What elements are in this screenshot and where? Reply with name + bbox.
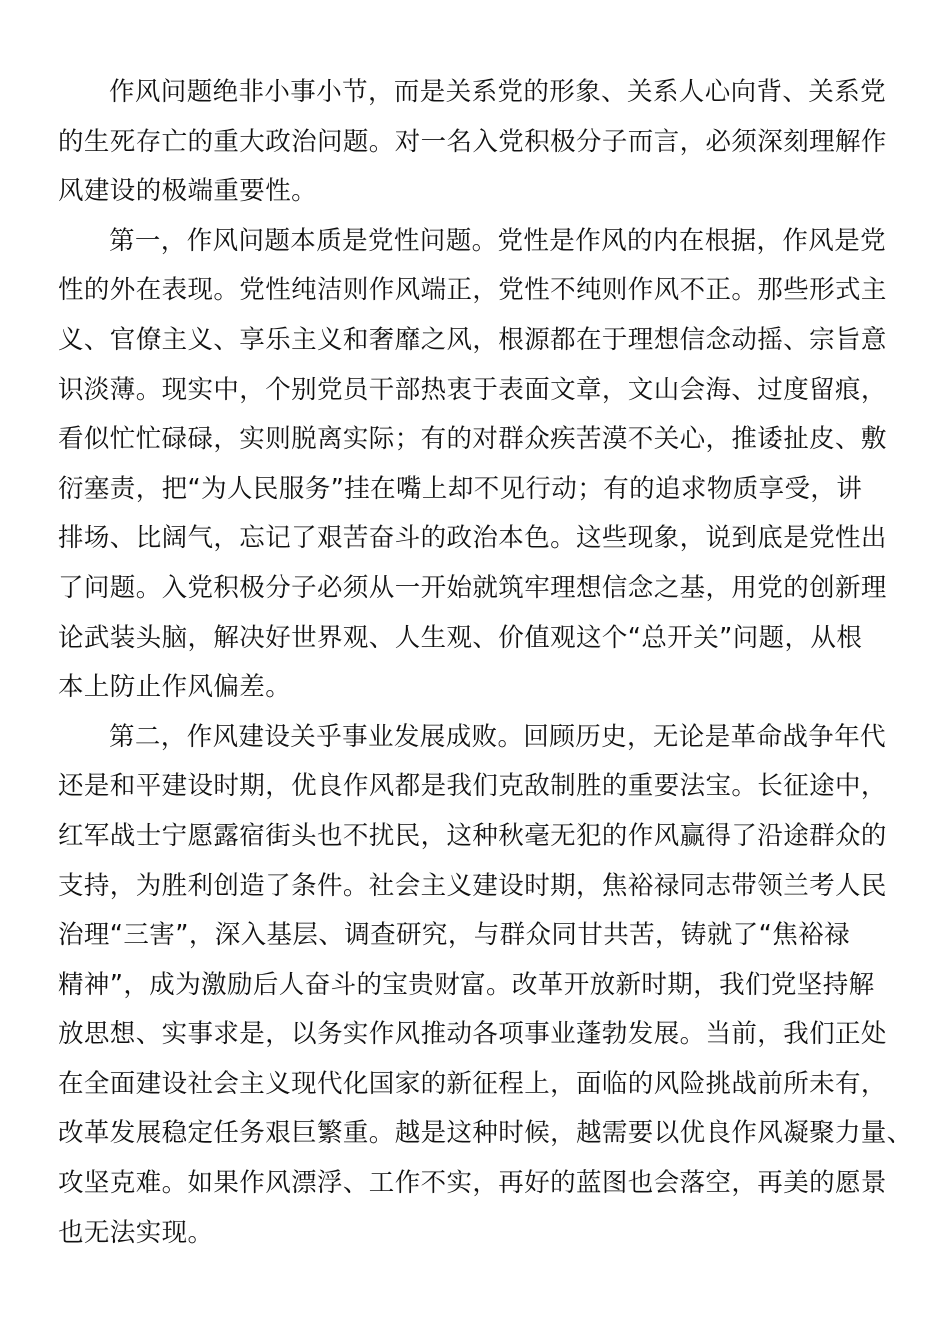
text-line: 治理“三害”，深入基层、调查研究，与群众同甘共苦，铸就了“焦裕禄 (58, 920, 850, 951)
text-line: 论武装头脑，解决好世界观、人生观、价值观这个“总开关”问题，从根 (58, 622, 863, 653)
text-line: 了问题。入党积极分子必须从一开始就筑牢理想信念之基，用党的创新理 (58, 572, 887, 603)
text-line: 性的外在表现。党性纯洁则作风端正，党性不纯则作风不正。那些形式主 (58, 275, 887, 306)
text-line: 义、官僚主义、享乐主义和奢靡之风，根源都在于理想信念动摇、宗旨意 (58, 324, 887, 355)
text-line: 第一，作风问题本质是党性问题。党性是作风的内在根据，作风是党 (109, 225, 887, 256)
text-line: 的生死存亡的重大政治问题。对一名入党积极分子而言，必须深刻理解作 (58, 126, 887, 157)
paragraph-3 (58, 713, 913, 1259)
paragraph-2 (58, 217, 887, 713)
paragraph-1 (58, 68, 887, 217)
text-line: 第二，作风建设关乎事业发展成败。回顾历史，无论是革命战争年代 (109, 721, 887, 752)
text-line: 红军战士宁愿露宿街头也不扰民，这种秋毫无犯的作风赢得了沿途群众的 (58, 820, 887, 851)
text-line: 衍塞责，把“为人民服务”挂在嘴上却不见行动；有的追求物质享受，讲 (58, 473, 863, 504)
text-line: 作风问题绝非小事小节，而是关系党的形象、关系人心向背、关系党 (109, 77, 887, 107)
text-line: 放思想、实事求是，以务实作风推动各项事业蓬勃发展。当前，我们正处 (58, 1019, 887, 1050)
text-line: 识淡薄。现实中，个别党员干部热衷于表面文章，文山会海、过度留痕， (58, 374, 887, 405)
text-line: 精神”，成为激励后人奋斗的宝贵财富。改革开放新时期，我们党坚持解 (58, 969, 875, 1000)
text-line: 本上防止作风偏差。 (58, 672, 292, 703)
text-line: 还是和平建设时期，优良作风都是我们克敌制胜的重要法宝。长征途中， (58, 771, 887, 802)
text-line: 改革发展稳定任务艰巨繁重。越是这种时候，越需要以优良作风凝聚力量、 (58, 1118, 913, 1149)
text-line: 攻坚克难。如果作风漂浮、工作不实，再好的蓝图也会落空，再美的愿景 (58, 1168, 887, 1199)
text-line: 支持，为胜利创造了条件。社会主义建设时期，焦裕禄同志带领兰考人民 (58, 870, 887, 901)
document-page (58, 68, 913, 1258)
text-line: 排场、比阔气，忘记了艰苦奋斗的政治本色。这些现象，说到底是党性出 (58, 523, 887, 554)
text-line: 也无法实现。 (58, 1217, 214, 1248)
text-line: 在全面建设社会主义现代化国家的新征程上，面临的风险挑战前所未有， (58, 1068, 887, 1099)
text-line: 风建设的极端重要性。 (58, 176, 318, 207)
text-line: 看似忙忙碌碌，实则脱离实际；有的对群众疾苦漠不关心，推诿扯皮、敷 (58, 424, 887, 455)
